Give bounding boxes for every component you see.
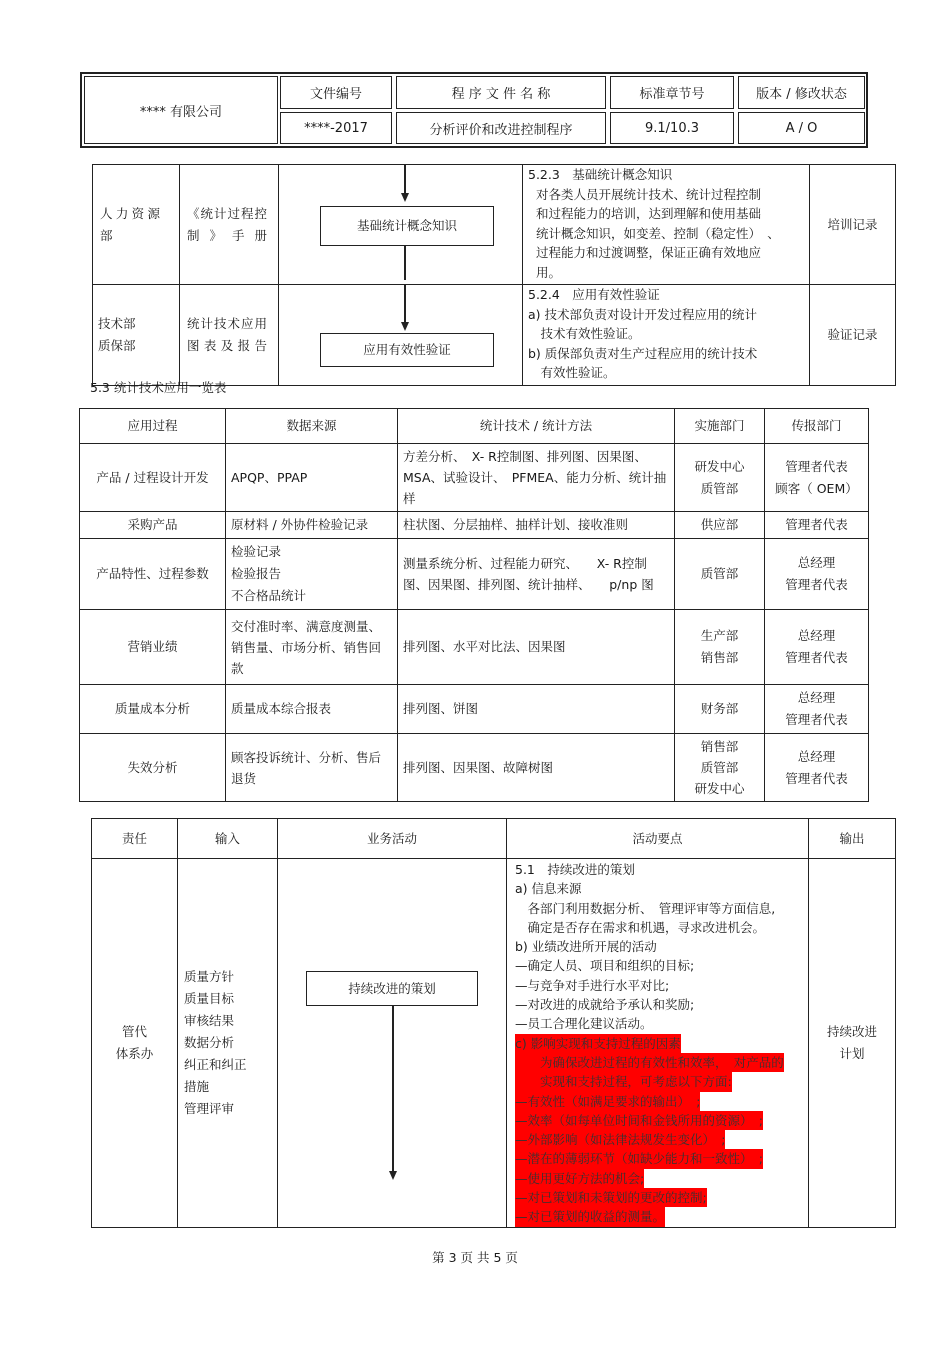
activity-box: 应用有效性验证 [320, 333, 494, 367]
table-row: 质量成本分析 质量成本综合报表 排列图、饼图 财务部 总经理 管理者代表 [80, 685, 869, 734]
table-row: 采购产品 原材料 / 外协件检验记录 柱状图、分层抽样、抽样计划、接收准则 供应部 管理者代表 [80, 512, 869, 539]
highlighted-text: —对已策划的收益的测量。 [515, 1207, 665, 1226]
flow-arrow [389, 1171, 397, 1180]
input-cell: 统计技术应用图表及报告 [180, 285, 279, 386]
table-header-row [80, 409, 869, 444]
col-header: 输入 [178, 819, 278, 859]
improvement-table [91, 818, 896, 1228]
flow-row [93, 285, 896, 386]
flow-line [404, 165, 406, 193]
col-header: 业务活动 [278, 819, 507, 859]
output-cell: 持续改进 计划 [809, 859, 896, 1228]
activity-cell [279, 165, 523, 285]
flow-row [93, 165, 896, 285]
col-header: 传报部门 [765, 409, 869, 444]
output-cell: 培训记录 [810, 165, 896, 285]
company-name: **** 有限公司 [84, 76, 278, 144]
table-row: 失效分析 顾客投诉统计、分析、售后退货 排列图、因果图、故障树图 销售部 质管部 研发中心 总经理 管理者代表 [80, 734, 869, 802]
clause-label: 标准章节号 [610, 76, 734, 109]
highlighted-text: c) 影响实现和支持过程的因素 [515, 1034, 681, 1053]
input-cell: 《统计过程控制》手册 [180, 165, 279, 285]
highlighted-text: —使用更好方法的机会; [515, 1169, 644, 1188]
col-header: 责任 [92, 819, 178, 859]
flow-line [404, 244, 406, 280]
col-header: 统计技术 / 统计方法 [398, 409, 675, 444]
highlighted-text: 实现和支持过程，可考虑以下方面: [515, 1072, 732, 1091]
highlighted-text: —潜在的薄弱环节（如缺少能力和一致性） ; [515, 1149, 763, 1168]
responsible-cell: 技术部 质保部 [93, 285, 180, 386]
doc-no-label: 文件编号 [280, 76, 392, 109]
points-cell: 5.2.4 应用有效性验证 a) 技术部负责对设计开发过程应用的统计 技术有效性验证。 b) 质保部负责对生产过程应用的统计技术 有效性验证。 [523, 285, 810, 386]
responsible-cell: 管代 体系办 [92, 859, 178, 1228]
version-label: 版本 / 修改状态 [738, 76, 865, 109]
doc-name-label: 程 序 文 件 名 称 [396, 76, 606, 109]
col-header: 实施部门 [675, 409, 765, 444]
activity-cell [279, 285, 523, 386]
highlighted-text: —对已策划和未策划的更改的控制; [515, 1188, 707, 1207]
output-cell: 验证记录 [810, 285, 896, 386]
version-status: A / O [738, 112, 865, 144]
page-footer: 第 3 页 共 5 页 [432, 1250, 518, 1265]
doc-name: 分析评价和改进控制程序 [396, 112, 606, 144]
table-row [92, 859, 896, 1228]
points-cell: 5.2.3 基础统计概念知识 对各类人员开展统计技术、统计过程控制 和过程能力的培训，达到理解和使用基础 统计概念知识，如变差、控制（稳定性） 、 过程能力和过渡调整，保证正确有效地应 用。 [523, 165, 810, 285]
col-header: 应用过程 [80, 409, 226, 444]
activity-box: 基础统计概念知识 [320, 206, 494, 246]
highlighted-text: —有效性（如满足要求的输出） ; [515, 1092, 700, 1111]
flow-line [404, 285, 406, 322]
highlighted-text: —外部影响（如法律法规发生变化） ; [515, 1130, 725, 1149]
clause-number: 9.1/10.3 [610, 112, 734, 144]
col-header: 数据来源 [226, 409, 398, 444]
input-cell: 质量方针 质量目标 审核结果 数据分析 纠正和纠正 措施 管理评审 [178, 859, 278, 1228]
table-row: 产品 / 过程设计开发 APQP、PPAP 方差分析、 X- R控制图、排列图、因果图、MSA、试验设计、 PFMEA、能力分析、统计抽样 研发中心 质管部 管理者代表 顾客（ OEM） [80, 444, 869, 512]
doc-no: ****-2017 [280, 112, 392, 144]
flow-arrow [401, 193, 409, 202]
table-caption: 5.3 统计技术应用一览表 [90, 380, 227, 395]
table-header-row [92, 819, 896, 859]
table-row: 营销业绩 交付准时率、满意度测量、销售量、市场分析、销售回款 排列图、水平对比法、因果图 生产部 销售部 总经理 管理者代表 [80, 610, 869, 685]
document-header [80, 72, 868, 148]
flow-table-top [92, 164, 896, 386]
points-cell: 5.1 持续改进的策划 a) 信息来源 各部门利用数据分析、 管理评审等方面信息, 确定是否存在需求和机遇，寻求改进机会。 b) 业绩改进所开展的活动 —确定人员、项目和组织的目标; —与竞争对手进行水平对比; —对改进的成就给予承认和奖励; —员工合理化建议活动。 c) 影响实现和支持过程的因素 为确保改进过程的有效性和效率， 对产品的 实现和支持过程，可考虑以下方面: —有效性（如满足要求的输出） ; —效率（如每单位时间和金钱所用的资源） ; —外部影响（如法律法规发生变化） ; —潜在的薄弱环节（如缺少能力和一致性） ; —使用更好方法的机会; —对已策划和未策划的更改的控制; —对已策划的收益的测量。 [507, 859, 809, 1228]
flow-arrow [401, 322, 409, 331]
responsible-cell: 人力资源部 [93, 165, 180, 285]
stat-tech-table [79, 408, 869, 802]
col-header: 输出 [809, 819, 896, 859]
flow-line [392, 1006, 394, 1171]
activity-cell [278, 859, 507, 1228]
highlighted-text: —效率（如每单位时间和金钱所用的资源） ; [515, 1111, 763, 1130]
col-header: 活动要点 [507, 819, 809, 859]
table-row: 产品特性、过程参数 检验记录 检验报告 不合格品统计 测量系统分析、过程能力研究、 X- R控制图、因果图、排列图、统计抽样、 p/np 图 质管部 总经理 管理者代表 [80, 539, 869, 610]
activity-box: 持续改进的策划 [306, 971, 478, 1006]
highlighted-text: 为确保改进过程的有效性和效率， 对产品的 [515, 1053, 784, 1072]
